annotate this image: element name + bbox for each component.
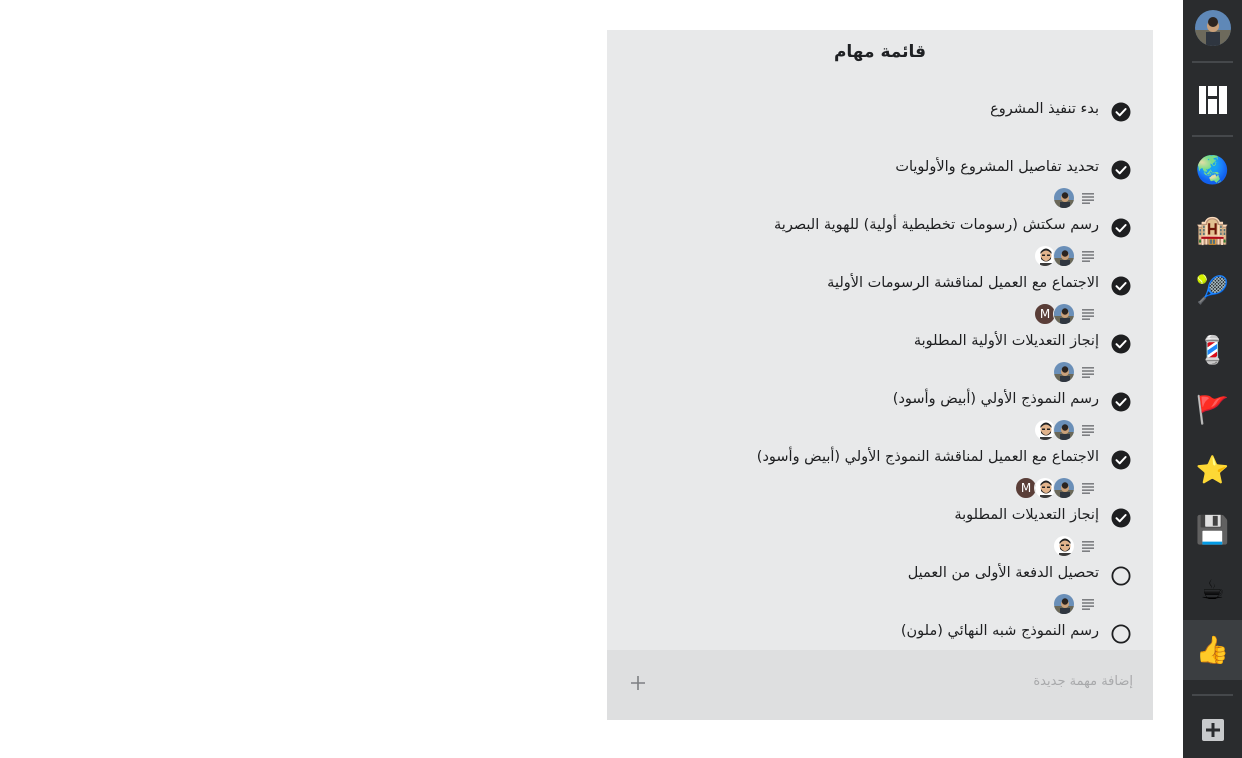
task-title[interactable]: الاجتماع مع العميل لمناقشة الرسومات الأولية <box>827 275 1099 291</box>
task-meta <box>1034 420 1095 440</box>
task-title[interactable]: إنجاز التعديلات المطلوبة <box>954 507 1099 523</box>
assignee-avatar[interactable] <box>1053 593 1075 615</box>
task-title[interactable]: إنجاز التعديلات الأولية المطلوبة <box>913 333 1099 349</box>
notes-icon[interactable] <box>1081 424 1095 436</box>
assignee-avatar[interactable] <box>1053 419 1075 441</box>
task-title[interactable]: الاجتماع مع العميل لمناقشة النموذج الأولي (أبيض وأسود) <box>756 449 1099 465</box>
notes-icon[interactable] <box>1081 250 1095 262</box>
sidebar-item[interactable] <box>1183 500 1242 560</box>
checked-circle-icon[interactable] <box>1111 392 1131 412</box>
task-meta <box>1053 594 1095 614</box>
notes-icon[interactable] <box>1081 308 1095 320</box>
sidebar-item[interactable] <box>1183 320 1242 380</box>
assignee-initial-avatar[interactable]: M <box>1034 303 1056 325</box>
task-meta <box>1053 362 1095 382</box>
star-icon: ⭐ <box>1195 454 1230 486</box>
sidebar-item[interactable] <box>1183 700 1242 758</box>
task-title[interactable]: رسم النموذج شبه النهائي (ملون) <box>900 623 1099 639</box>
sidebar-item[interactable] <box>1183 440 1242 500</box>
task-meta <box>1053 188 1095 208</box>
sidebar-item[interactable] <box>1183 560 1242 620</box>
sidebar-divider <box>1192 694 1233 696</box>
unchecked-circle-icon[interactable] <box>1111 624 1131 644</box>
assignee-avatars[interactable] <box>1034 419 1075 441</box>
user-avatar[interactable] <box>1195 10 1231 46</box>
tennis-icon: 🎾 <box>1195 274 1230 306</box>
flag-icon: 🚩 <box>1195 394 1230 426</box>
assignee-avatars[interactable] <box>1053 361 1075 383</box>
add-board-icon <box>1201 718 1225 742</box>
task-item[interactable] <box>651 216 1131 266</box>
checked-circle-icon[interactable] <box>1111 218 1131 238</box>
notes-icon[interactable] <box>1081 598 1095 610</box>
task-meta <box>1053 536 1095 556</box>
sidebar-item[interactable] <box>1183 200 1242 260</box>
task-item[interactable] <box>651 564 1131 614</box>
task-item[interactable] <box>651 506 1131 556</box>
board-logo-icon <box>1198 85 1228 115</box>
globe-icon: 🌏 <box>1195 154 1230 186</box>
sidebar-divider <box>1192 135 1233 137</box>
checked-circle-icon[interactable] <box>1111 450 1131 470</box>
assignee-avatar[interactable] <box>1053 245 1075 267</box>
plus-icon[interactable] <box>629 674 647 692</box>
task-item[interactable] <box>651 100 1131 150</box>
hotel-icon: 🏨 <box>1195 214 1230 246</box>
assignee-avatars[interactable] <box>1053 535 1075 557</box>
assignee-initial-avatar[interactable]: M <box>1015 477 1037 499</box>
barber-pole-icon: 💈 <box>1195 334 1230 366</box>
notes-icon[interactable] <box>1081 482 1095 494</box>
floppy-disk-icon: 💾 <box>1195 514 1230 546</box>
checked-circle-icon[interactable] <box>1111 508 1131 528</box>
assignee-avatars[interactable] <box>1053 187 1075 209</box>
task-item[interactable] <box>651 274 1131 324</box>
checked-circle-icon[interactable] <box>1111 102 1131 122</box>
task-title[interactable]: بدء تنفيذ المشروع <box>990 101 1099 117</box>
notes-icon[interactable] <box>1081 366 1095 378</box>
task-title[interactable]: رسم سكتش (رسومات تخطيطية أولية) للهوية البصرية <box>774 217 1099 233</box>
assignee-avatar[interactable] <box>1053 361 1075 383</box>
notes-icon[interactable] <box>1081 192 1095 204</box>
notes-icon[interactable] <box>1081 540 1095 552</box>
sidebar <box>1183 0 1242 758</box>
task-meta <box>1034 246 1095 266</box>
task-meta <box>1015 478 1095 498</box>
assignee-avatars[interactable] <box>1053 593 1075 615</box>
sidebar-item[interactable] <box>1183 380 1242 440</box>
task-title[interactable]: تحصيل الدفعة الأولى من العميل <box>907 565 1099 581</box>
task-list-panel <box>607 30 1153 720</box>
assignee-avatars[interactable] <box>1034 303 1075 325</box>
sidebar-item[interactable] <box>1183 140 1242 200</box>
thumbs-up-icon: 👍 <box>1195 634 1230 666</box>
add-task-bar[interactable] <box>607 650 1153 720</box>
task-item[interactable] <box>651 390 1131 440</box>
task-item[interactable] <box>651 332 1131 382</box>
task-item[interactable] <box>651 158 1131 208</box>
assignee-avatars[interactable] <box>1015 477 1075 499</box>
sidebar-item[interactable] <box>1183 620 1242 680</box>
sidebar-item[interactable] <box>1183 260 1242 320</box>
checked-circle-icon[interactable] <box>1111 276 1131 296</box>
assignee-avatar[interactable] <box>1053 477 1075 499</box>
sidebar-item[interactable] <box>1183 70 1242 130</box>
coffee-icon: ☕ <box>1200 574 1225 606</box>
checked-circle-icon[interactable] <box>1111 334 1131 354</box>
add-task-input[interactable]: إضافة مهمة جديدة <box>1033 674 1133 689</box>
assignee-avatar[interactable] <box>1053 535 1075 557</box>
sidebar-divider <box>1192 61 1233 63</box>
task-item[interactable] <box>651 448 1131 498</box>
task-title[interactable]: رسم النموذج الأولي (أبيض وأسود) <box>892 391 1099 407</box>
assignee-avatar[interactable] <box>1053 303 1075 325</box>
panel-title: قائمة مهام <box>833 42 927 62</box>
assignee-avatar[interactable] <box>1053 187 1075 209</box>
unchecked-circle-icon[interactable] <box>1111 566 1131 586</box>
checked-circle-icon[interactable] <box>1111 160 1131 180</box>
task-title[interactable]: تحديد تفاصيل المشروع والأولويات <box>895 159 1099 175</box>
assignee-avatars[interactable] <box>1034 245 1075 267</box>
task-meta <box>1034 304 1095 324</box>
